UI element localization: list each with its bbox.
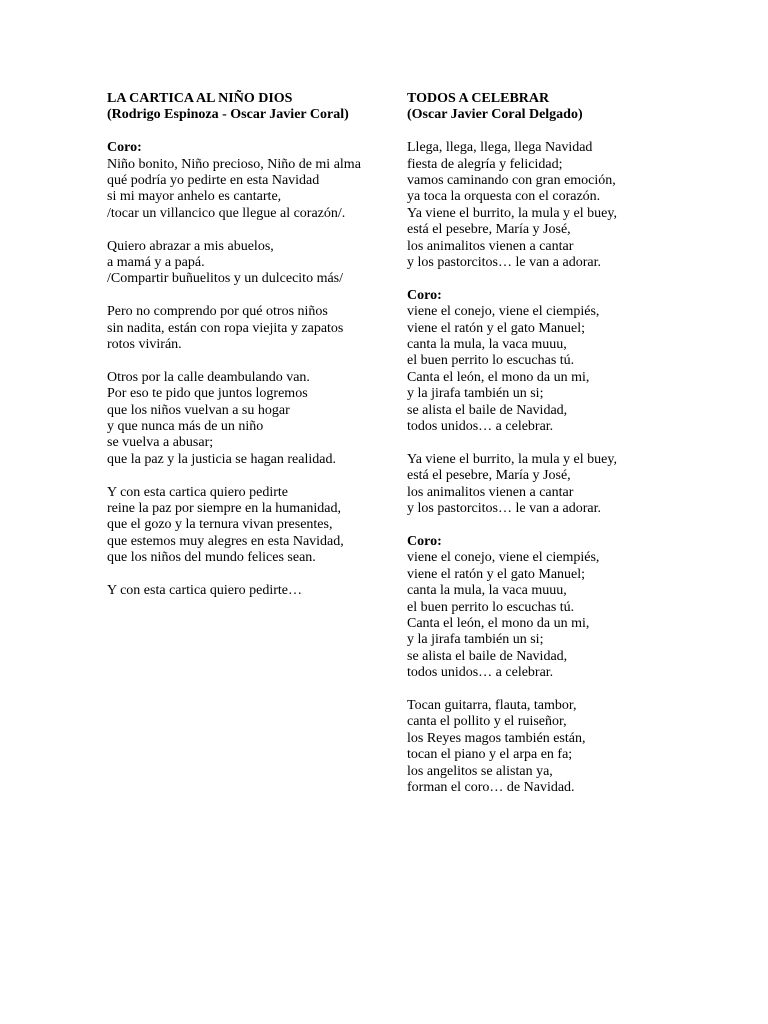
lyric-line: viene el ratón y el gato Manuel; (407, 566, 586, 582)
lyric-line: se vuelva a abusar; (107, 435, 214, 451)
lyric-line: vamos caminando con gran emoción, (407, 173, 616, 189)
lyric-line: y que nunca más de un niño (107, 419, 264, 435)
lyric-line: tocan el piano y el arpa en fa; (407, 747, 573, 763)
stanza (107, 485, 387, 567)
lyric-line: que los niños del mundo felices sean. (107, 550, 316, 566)
song-title: LA CARTICA AL NIÑO DIOS (107, 91, 293, 106)
lyric-line: está el pesebre, María y José, (407, 222, 571, 238)
lyric-line: todos unidos… a celebrar. (407, 665, 554, 681)
lyric-line: sin nadita, están con ropa viejita y zapatos (107, 320, 344, 336)
lyric-line: Niño bonito, Niño precioso, Niño de mi alma (107, 156, 361, 172)
stanza (407, 140, 707, 271)
lyric-line: Llega, llega, llega, llega Navidad (407, 140, 593, 156)
song-column-right (407, 91, 707, 813)
song-authors: (Rodrigo Espinoza - Oscar Javier Coral) (107, 107, 349, 123)
song-authors: (Oscar Javier Coral Delgado) (407, 107, 583, 123)
lyric-line: fiesta de alegría y felicidad; (407, 156, 563, 172)
lyric-line: Pero no comprendo por qué otros niños (107, 304, 328, 320)
stanza (107, 239, 387, 288)
song-title: TODOS A CELEBRAR (407, 91, 550, 106)
lyric-line: y los pastorcitos… le van a adorar. (407, 501, 602, 517)
lyric-line: Canta el león, el mono da un mi, (407, 369, 590, 385)
lyric-line: que estemos muy alegres en esta Navidad, (107, 533, 344, 549)
song-header (407, 91, 707, 124)
lyric-line: está el pesebre, María y José, (407, 468, 571, 484)
lyric-line: qué podría yo pedirte en esta Navidad (107, 173, 320, 189)
lyric-line: que los niños vuelvan a su hogar (107, 402, 290, 418)
stanza (107, 583, 387, 599)
lyric-line: canta el pollito y el ruiseñor, (407, 714, 567, 730)
lyric-line: Tocan guitarra, flauta, tambor, (407, 697, 577, 713)
lyric-line: que el gozo y la ternura vivan presentes, (107, 517, 333, 533)
lyric-line: el buen perrito lo escuchas tú. (407, 599, 575, 615)
lyric-line: reine la paz por siempre en la humanidad, (107, 501, 342, 517)
stanza-label: Coro: (407, 287, 442, 303)
lyric-line: a mamá y a papá. (107, 255, 205, 271)
stanza-label: Coro: (107, 140, 142, 156)
lyric-line: los animalitos vienen a cantar (407, 484, 574, 500)
lyric-line: que la paz y la justicia se hagan realidad. (107, 451, 336, 467)
lyric-line: y la jirafa también un si; (407, 386, 544, 402)
lyric-line: si mi mayor anhelo es cantarte, (107, 189, 282, 205)
lyric-line: Ya viene el burrito, la mula y el buey, (407, 451, 617, 467)
lyric-line: se alista el baile de Navidad, (407, 648, 568, 664)
lyric-line: Y con esta cartica quiero pedirte (107, 484, 289, 500)
song-column-left (107, 91, 387, 616)
lyric-line: todos unidos… a celebrar. (407, 419, 554, 435)
stanza (107, 370, 387, 468)
stanza (407, 452, 707, 518)
lyric-line: y la jirafa también un si; (407, 632, 544, 648)
lyric-line: ya toca la orquesta con el corazón. (407, 189, 601, 205)
lyric-line: /tocar un villancico que llegue al corazón/. (107, 205, 346, 221)
lyric-line: /Compartir buñuelitos y un dulcecito más/ (107, 271, 344, 287)
lyric-line: y los pastorcitos… le van a adorar. (407, 255, 602, 271)
stanza-list (107, 140, 387, 599)
lyric-line: Quiero abrazar a mis abuelos, (107, 238, 274, 254)
stanza (407, 698, 707, 796)
lyric-line: se alista el baile de Navidad, (407, 402, 568, 418)
lyric-line: Otros por la calle deambulando van. (107, 369, 310, 385)
lyric-line: forman el coro… de Navidad. (407, 779, 575, 795)
lyric-line: los animalitos vienen a cantar (407, 238, 574, 254)
stanza-label: Coro: (407, 533, 442, 549)
lyric-line: Canta el león, el mono da un mi, (407, 615, 590, 631)
lyric-line: los Reyes magos también están, (407, 730, 586, 746)
song-header (107, 91, 387, 124)
lyric-line: viene el ratón y el gato Manuel; (407, 320, 586, 336)
stanza (407, 534, 707, 682)
lyric-line: viene el conejo, viene el ciempiés, (407, 304, 600, 320)
lyric-line: los angelitos se alistan ya, (407, 763, 553, 779)
stanza (107, 304, 387, 353)
lyric-line: canta la mula, la vaca muuu, (407, 583, 567, 599)
lyric-line: canta la mula, la vaca muuu, (407, 337, 567, 353)
lyric-line: el buen perrito lo escuchas tú. (407, 353, 575, 369)
lyric-line: Y con esta cartica quiero pedirte… (107, 583, 303, 599)
lyric-line: Ya viene el burrito, la mula y el buey, (407, 205, 617, 221)
lyric-line: rotos vivirán. (107, 337, 182, 353)
lyric-line: Por eso te pido que juntos logremos (107, 386, 308, 402)
stanza-list (407, 140, 707, 796)
lyric-line: viene el conejo, viene el ciempiés, (407, 550, 600, 566)
stanza (107, 140, 387, 222)
stanza (407, 288, 707, 436)
